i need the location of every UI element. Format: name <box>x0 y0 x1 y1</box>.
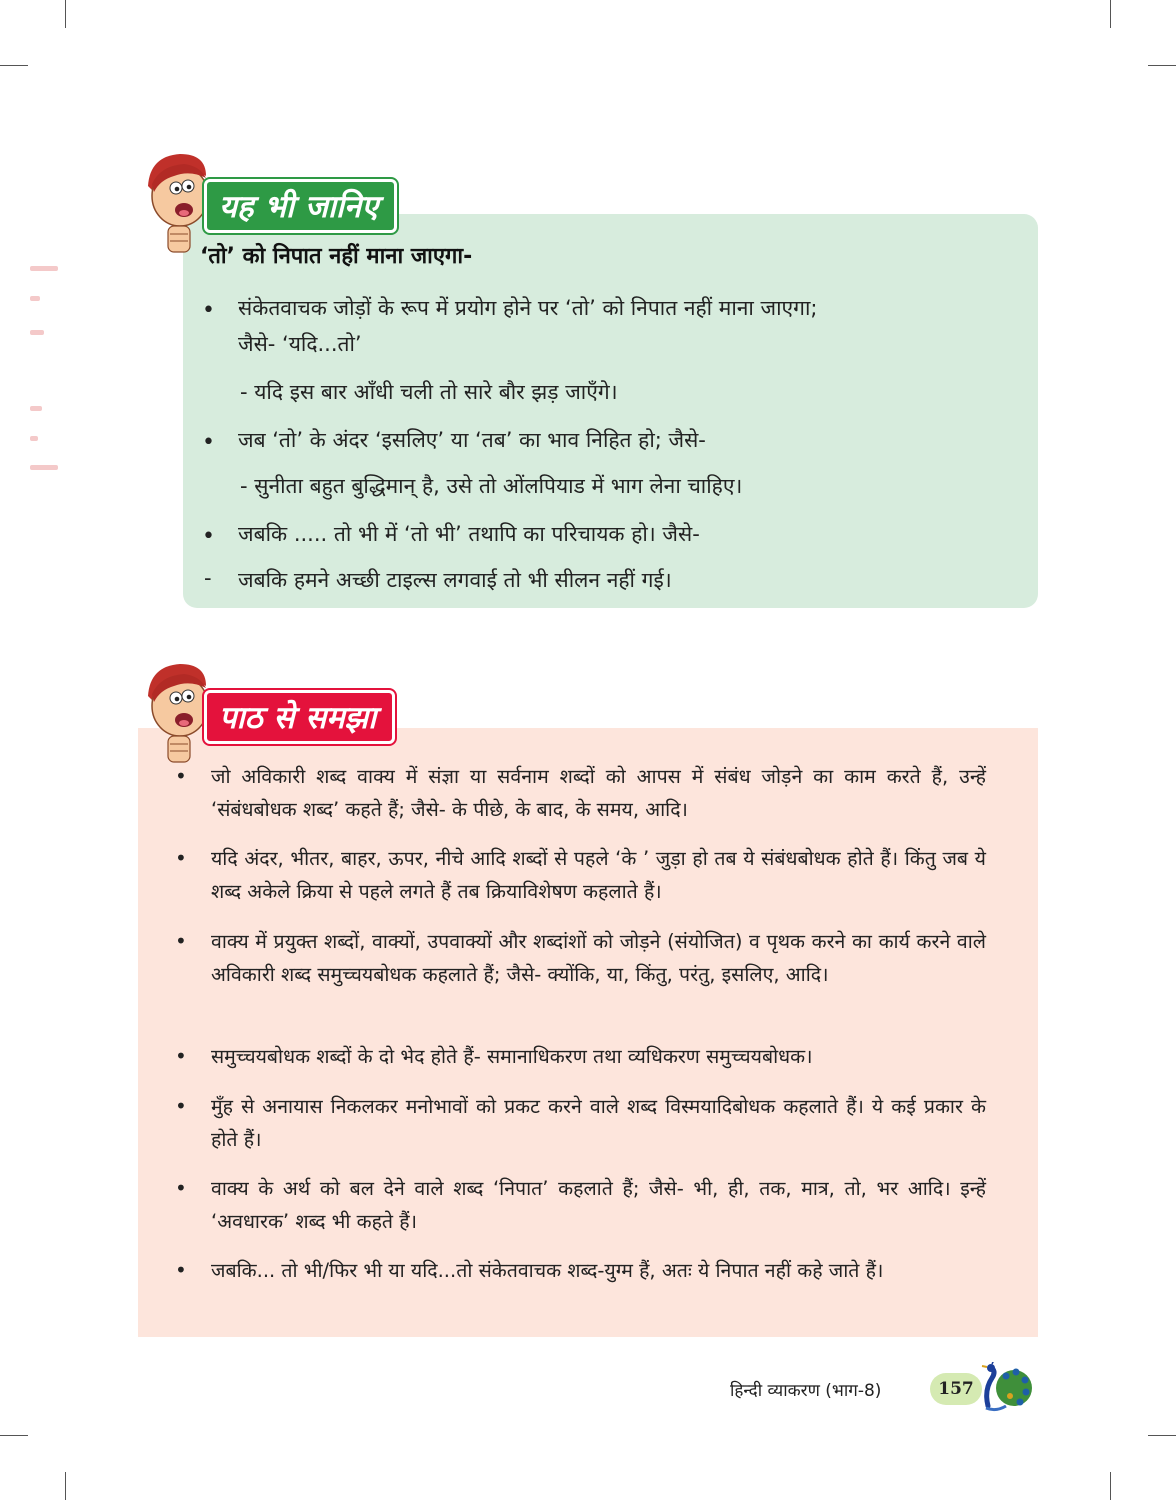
summary-item: जो अविकारी शब्द वाक्य में संज्ञा या सर्वनाम शब्दों को आपस में संबंध जोड़ने का काम करते हैं, उन्हें ‘संबंधबोधक शब्द’ कहते हैं; जैसे- के पीछे, के बाद, के समय, आदि। <box>211 765 986 821</box>
crop-mark <box>1110 1472 1111 1500</box>
crop-mark <box>0 65 28 66</box>
box1-point-2: जब ‘तो’ के अंदर ‘इसलिए’ या ‘तब’ का भाव निहित हो; जैसे- <box>238 428 706 452</box>
lesson-summary-banner: पाठ से समझा <box>204 690 395 744</box>
margin-mark <box>30 330 44 335</box>
summary-item: वाक्य में प्रयुक्त शब्दों, वाक्यों, उपवाक्यों और शब्दांशों को जोड़ने (संयोजित) व पृथक करने का कार्य करने वाले अविकारी शब्द समुच्चयबोधक कहलाते हैं; जैसे- क्योंकि, या, किंतु, परंतु, इसलिए, आदि। <box>211 930 986 986</box>
bullet-dot: • <box>202 524 215 549</box>
peacock-icon <box>976 1362 1034 1414</box>
summary-item: यदि अंदर, भीतर, बाहर, ऊपर, नीचे आदि शब्दों से पहले ‘के ’ जुड़ा हो तब ये संबंधबोधक होते हैं। किंतु जब ये शब्द अकेले क्रिया से पहले लगते हैं तब क्रियाविशेषण कहलाते हैं। <box>211 847 986 903</box>
box1-example-2: - सुनीता बहुत बुद्धिमान् है, उसे तो ओंलपियाड में भाग लेना चाहिए। <box>240 474 743 498</box>
box1-example-3-dash: - <box>204 566 212 590</box>
box1-point-1: संकेतवाचक जोड़ों के रूप में प्रयोग होने पर ‘तो’ को निपात नहीं माना जाएगा; <box>238 296 818 320</box>
crop-mark <box>65 0 66 28</box>
book-title: हिन्दी व्याकरण (भाग-8) <box>730 1381 882 1401</box>
margin-mark <box>30 266 58 271</box>
crop-mark <box>1148 1435 1176 1436</box>
box1-example-3: जबकि हमने अच्छी टाइल्स लगवाई तो भी सीलन नहीं गई। <box>238 568 672 592</box>
box1-point-1-example-label: जैसे- ‘यदि...तो’ <box>238 332 362 356</box>
bullet-dot: • <box>175 764 187 788</box>
margin-mark <box>30 465 58 470</box>
bullet-dot: • <box>175 1044 187 1068</box>
bullet-dot: • <box>202 430 215 455</box>
page-number: 157 <box>930 1373 982 1405</box>
box1-heading: ‘तो’ को निपात नहीं माना जाएगा- <box>200 244 473 269</box>
bullet-dot: • <box>175 1176 187 1200</box>
margin-mark <box>30 296 40 301</box>
crop-mark <box>65 1472 66 1500</box>
summary-item: जबकि... तो भी/फिर भी या यदि...तो संकेतवाचक शब्द-युग्म हैं, अतः ये निपात नहीं कहे जाते हैं। <box>211 1259 884 1282</box>
bullet-dot: • <box>175 1258 187 1282</box>
bullet-dot: • <box>175 1094 187 1118</box>
did-you-know-banner: यह भी जानिए <box>204 179 397 233</box>
summary-item: मुँह से अनायास निकलकर मनोभावों को प्रकट करने वाले शब्द विस्मयादिबोधक कहलाते हैं। ये कई प्रकार के होते हैं। <box>211 1095 986 1151</box>
crop-mark <box>1148 65 1176 66</box>
did-you-know-box <box>183 214 1038 608</box>
crop-mark <box>1110 0 1111 28</box>
bullet-dot: • <box>202 298 215 323</box>
summary-item: वाक्य के अर्थ को बल देने वाले शब्द ‘निपात’ कहलाते हैं; जैसे- भी, ही, तक, मात्र, तो, भर आदि। इन्हें ‘अवधारक’ शब्द भी कहते हैं। <box>211 1177 986 1233</box>
summary-item: समुच्चयबोधक शब्दों के दो भेद होते हैं- समानाधिकरण तथा व्यधिकरण समुच्चयबोधक। <box>211 1045 813 1068</box>
margin-mark <box>30 436 38 441</box>
box1-point-3: जबकि ..... तो भी में ‘तो भी’ तथापि का परिचायक हो। जैसे- <box>238 522 700 546</box>
box1-example-1: - यदि इस बार आँधी चली तो सारे बौर झड़ जाएँगे। <box>240 380 618 404</box>
bullet-dot: • <box>175 929 187 953</box>
crop-mark <box>0 1435 28 1436</box>
margin-mark <box>30 406 42 411</box>
bullet-dot: • <box>175 846 187 870</box>
